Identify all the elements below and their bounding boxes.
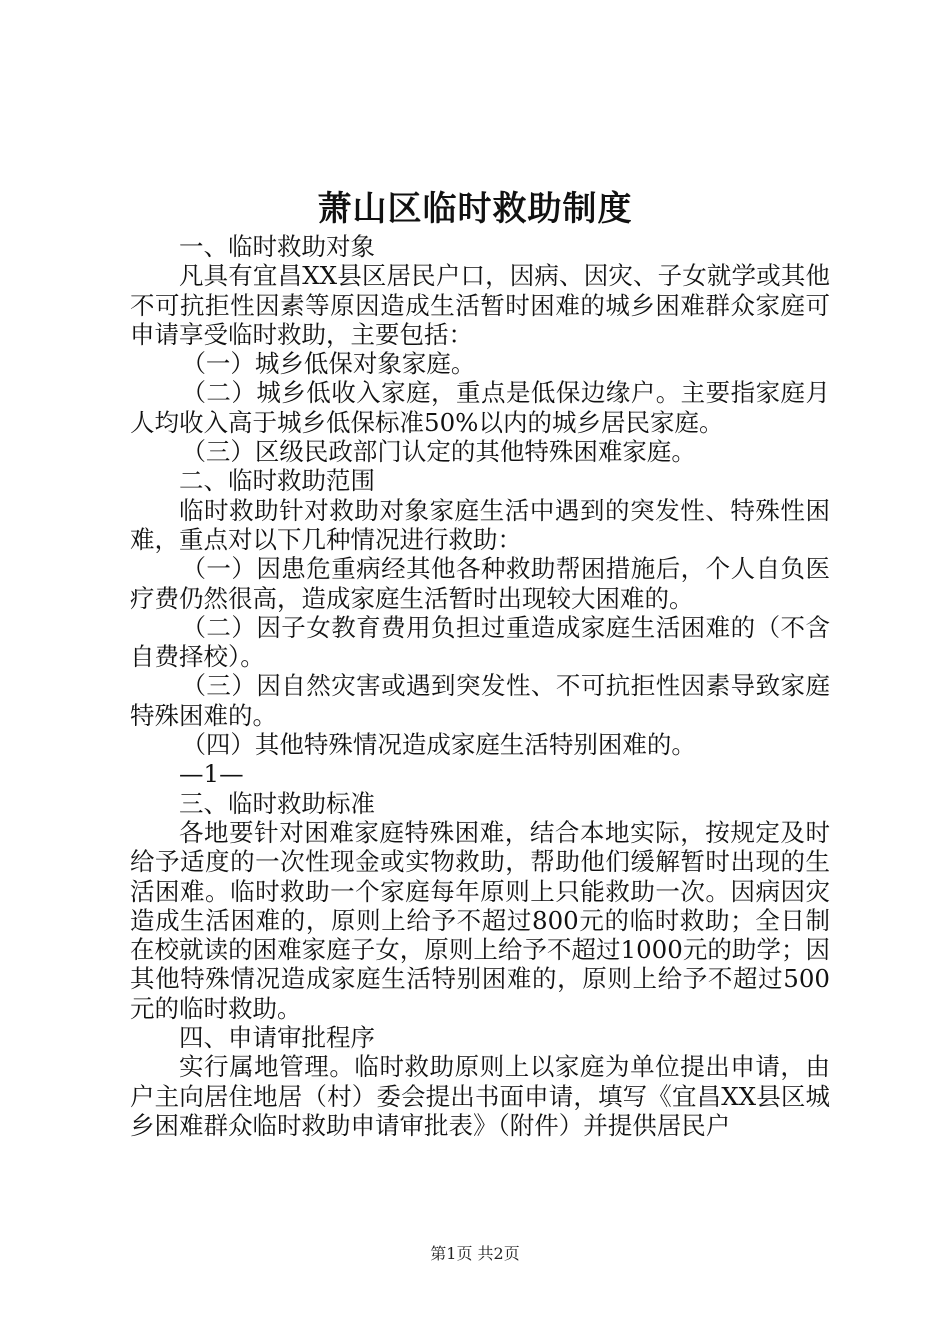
section-heading: 一、临时救助对象	[179, 232, 375, 261]
page-footer: 第1页 共2页	[430, 1244, 520, 1263]
list-item: （四）其他特殊情况造成家庭生活特别困难的。	[181, 730, 696, 760]
list-item: （三）因自然灾害或遇到突发性、不可抗拒性因素导致家庭特殊困难的。	[130, 671, 830, 730]
list-item: （一）因患危重病经其他各种救助帮困措施后，个人自负医疗费仍然很高，造成家庭生活暂时出现较大困难的。	[130, 554, 830, 613]
document-body	[130, 232, 830, 1140]
list-item: （二）因子女教育费用负担过重造成家庭生活困难的（不含自费择校）。	[130, 612, 830, 672]
inline-page-number: —1—	[179, 759, 244, 789]
list-item: （二）城乡低收入家庭，重点是低保边缘户。主要指家庭月人均收入高于城乡低保标准50%以内的城乡居民家庭。	[130, 378, 830, 437]
paragraph: 临时救助针对救助对象家庭生活中遇到的突发性、特殊性困难，重点对以下几种情况进行救助：	[130, 495, 830, 554]
paragraph: 实行属地管理。临时救助原则上以家庭为单位提出申请，由户主向居住地居（村）委会提出书面申请，填写《宜昌XX县区城乡困难群众临时救助申请审批表》（附件）并提供居民户	[130, 1052, 830, 1140]
document-title: 萧山区临时救助制度	[317, 189, 633, 229]
section-heading: 四、申请审批程序	[179, 1023, 375, 1053]
list-item: （一）城乡低保对象家庭。	[181, 349, 476, 379]
section-heading: 二、临时救助范围	[179, 466, 375, 496]
paragraph: 凡具有宜昌XX县区居民户口，因病、因灾、子女就学或其他不可抗拒性因素等原因造成生活暂时困难的城乡困难群众家庭可申请享受临时救助，主要包括：	[130, 261, 830, 349]
section-heading: 三、临时救助标准	[179, 788, 375, 818]
list-item: （三）区级民政部门认定的其他特殊困难家庭。	[181, 437, 696, 467]
paragraph: 各地要针对困难家庭特殊困难，结合本地实际，按规定及时给予适度的一次性现金或实物救助，帮助他们缓解暂时出现的生活困难。临时救助一个家庭每年原则上只能救助一次。因病因灾造成生活困难的，原则上给予不超过800元的临时救助；全日制在校就读的困难家庭子女，原则上给予不超过1000元的助学；因其他特殊情况造成家庭生活特别困难的，原则上给予不超过500元的临时救助。	[130, 817, 830, 1023]
